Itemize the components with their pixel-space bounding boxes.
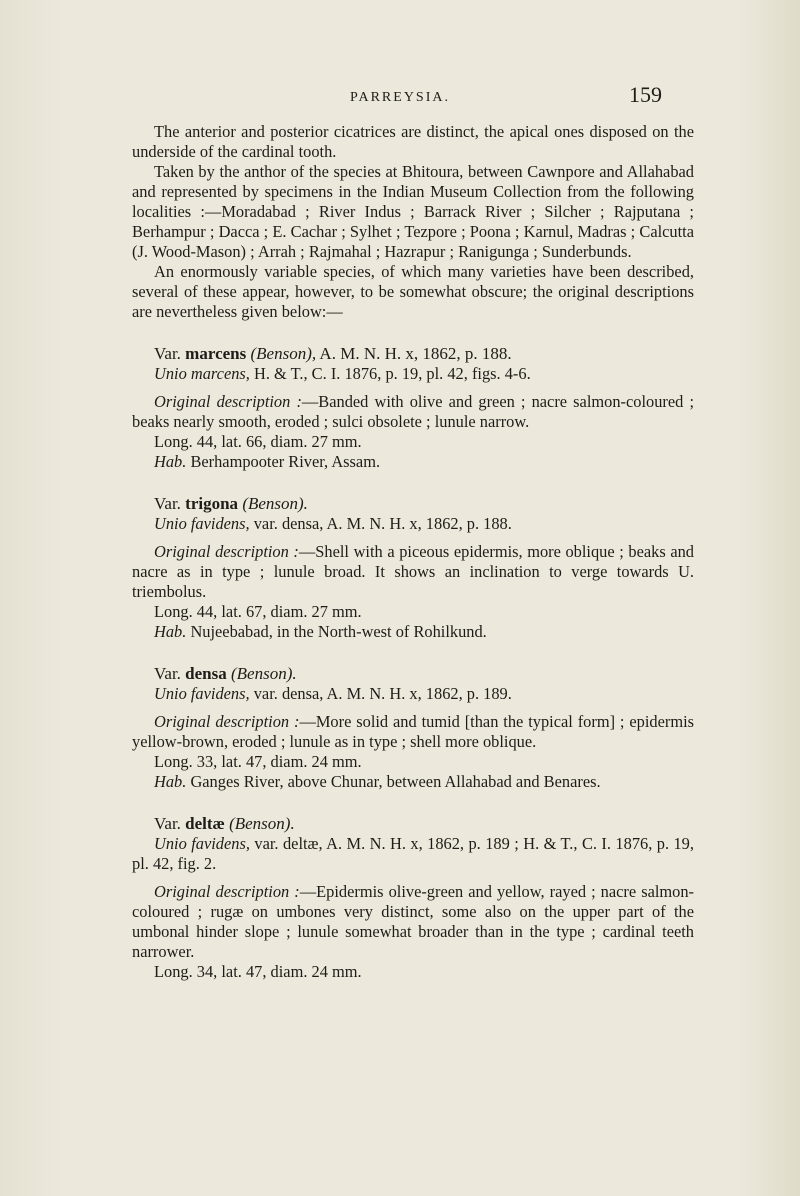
body-text <box>132 122 694 982</box>
intro-paragraph-2: Taken by the anthor of the species at Bhitoura, between Cawnpore and Allahabad and represented by specimens in the Indian Museum Collection from the following localities :—Moradabad ; River Indus ; Barrack River ; Silcher ; Rajputana ; Berhampur ; Dacca ; E. Cachar ; Sylhet ; Tezpore ; Poona ; Karnul, Madras ; Calcutta (J. Wood-Mason) ; Arrah ; Rajmahal ; Hazrapur ; Ranigunga ; Sunderbunds. <box>132 162 694 261</box>
var-prefix: Var. <box>154 664 181 683</box>
original-description <box>132 542 694 602</box>
variety-name: trigona <box>185 494 239 513</box>
variety-author: (Benson). <box>229 814 295 833</box>
description-label: Original description : <box>154 392 302 411</box>
description-label: Original description : <box>154 882 300 901</box>
variety-author: (Benson). <box>231 664 297 683</box>
synonym-citation: var. densa, A. M. N. H. x, 1862, p. 188. <box>253 514 512 533</box>
original-description <box>132 392 694 432</box>
synonym-reference <box>132 364 694 384</box>
synonym-name: Unio favidens, <box>154 684 250 703</box>
synonym-citation: var. deltæ, A. M. N. H. x, 1862, p. 189 ; H. & T., C. I. 1876, p. 19, pl. 42, fig. 2. <box>132 834 694 873</box>
synonym-citation: H. & T., C. I. 1876, p. 19, pl. 42, figs. 4-6. <box>254 364 531 383</box>
description-text: —Banded with olive and green ; nacre salmon-coloured ; beaks nearly smooth, eroded ; sulci obsolete ; lunule narrow. <box>132 392 694 431</box>
habitat-text: Ganges River, above Chunar, between Allahabad and Benares. <box>190 772 601 791</box>
measurements: Long. 33, lat. 47, diam. 24 mm. <box>154 752 362 771</box>
habitat-label: Hab. <box>154 772 187 791</box>
intro-paragraph-3: An enormously variable species, of which many varieties have been described, several of these appear, however, to be somewhat obscure; the original descriptions are nevertheless given below:— <box>132 262 694 321</box>
description-text: —Shell with a piceous epidermis, more oblique ; beaks and nacre as in type ; lunule broad. It shows an inclination to verge towards U. triembolus. <box>132 542 694 601</box>
variety-name: marcens <box>185 344 247 363</box>
habitat <box>132 452 694 472</box>
intro-paragraph-1: The anterior and posterior cicatrices are distinct, the apical ones disposed on the underside of the cardinal tooth. <box>132 122 694 161</box>
original-description <box>132 712 694 752</box>
measurements: Long. 34, lat. 47, diam. 24 mm. <box>154 962 362 981</box>
description-label: Original description : <box>154 542 299 561</box>
synonym-reference <box>132 514 694 534</box>
synonym-reference <box>132 684 694 704</box>
habitat <box>132 622 694 642</box>
habitat <box>132 772 694 792</box>
variety-entry <box>132 664 694 792</box>
running-header <box>0 82 800 112</box>
running-title: PARREYSIA. <box>349 90 450 105</box>
var-prefix: Var. <box>154 344 181 363</box>
variety-heading <box>132 664 694 684</box>
synonym-reference <box>132 834 694 874</box>
description-text: —More solid and tumid [than the typical form] ; epidermis yellow-brown, eroded ; lunule as in type ; shell more oblique. <box>132 712 695 751</box>
habitat-text: Berhampooter River, Assam. <box>190 452 381 471</box>
synonym-citation: var. densa, A. M. N. H. x, 1862, p. 189. <box>253 684 512 703</box>
synonym-name: Unio favidens, <box>154 834 250 853</box>
variety-heading <box>132 814 694 834</box>
measurements: Long. 44, lat. 66, diam. 27 mm. <box>154 432 362 451</box>
variety-author: (Benson). <box>242 494 308 513</box>
synonym-name: Unio favidens, <box>154 514 250 533</box>
variety-entry <box>132 494 694 642</box>
habitat-text: Nujeebabad, in the North-west of Rohilkund. <box>190 622 487 641</box>
original-description <box>132 882 694 962</box>
variety-citation: A. M. N. H. x, 1862, p. 188. <box>319 344 512 363</box>
habitat-label: Hab. <box>154 622 187 641</box>
variety-entries <box>132 344 694 982</box>
variety-entry <box>132 344 694 472</box>
description-label: Original description : <box>154 712 300 731</box>
var-prefix: Var. <box>154 494 181 513</box>
measurements: Long. 44, lat. 67, diam. 27 mm. <box>154 602 362 621</box>
variety-name: deltæ <box>185 814 225 833</box>
variety-heading <box>132 494 694 514</box>
variety-name: densa <box>185 664 227 683</box>
habitat-label: Hab. <box>154 452 187 471</box>
variety-heading <box>132 344 694 364</box>
page-number: 159 <box>629 82 662 107</box>
synonym-name: Unio marcens, <box>154 364 250 383</box>
variety-entry <box>132 814 694 982</box>
var-prefix: Var. <box>154 814 181 833</box>
variety-author: (Benson), <box>250 344 317 363</box>
description-text: —Epidermis olive-green and yellow, rayed ; nacre salmon-coloured ; rugæ on umbones very distinct, some also on the upper part of the umbonal hinder slope ; lunule somewhat broader than in the type ; cardinal teeth narrower. <box>132 882 694 961</box>
